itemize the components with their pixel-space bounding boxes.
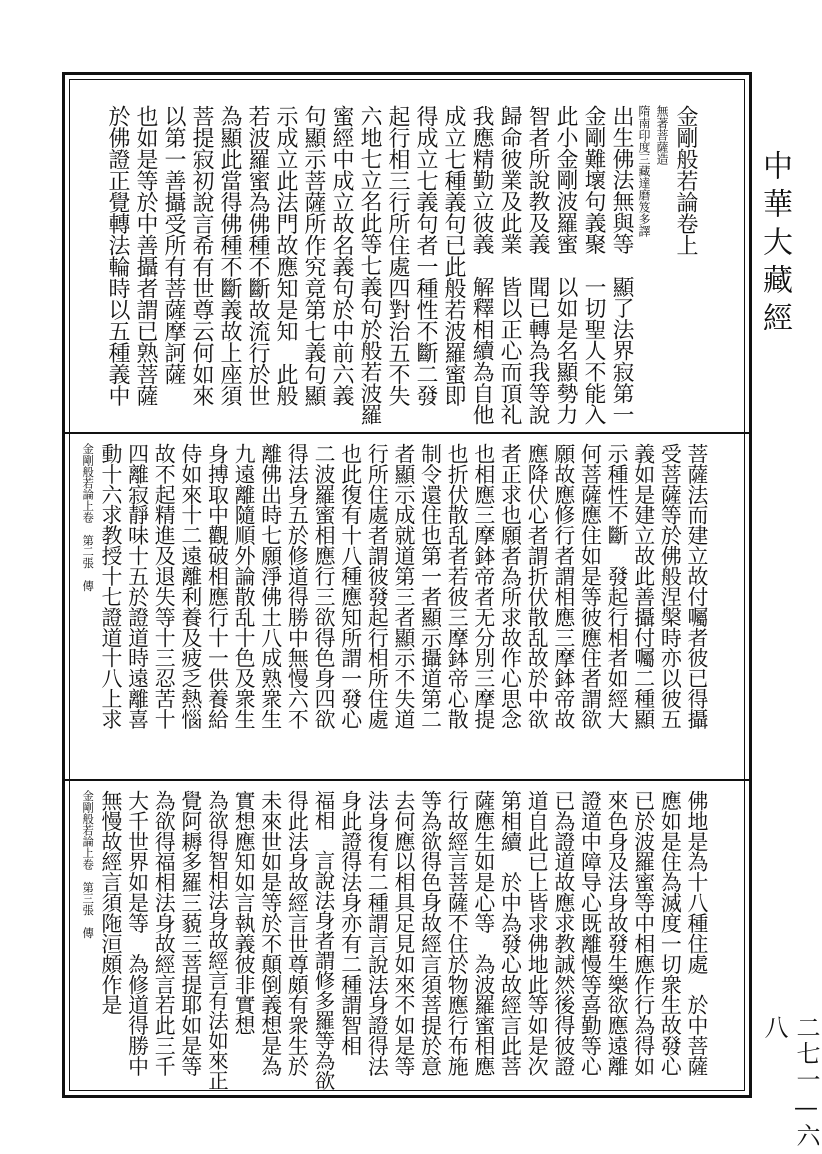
- text-column: 二波羅蜜相應行三欲得色身四欲: [311, 443, 336, 730]
- text-column: 為顯此當得佛種不斷義故上座須: [217, 105, 242, 406]
- text-column: 六地七立名此等七義句於般若波羅: [357, 105, 382, 425]
- text-column: 離佛出時七願淨佛土八成熟衆生: [257, 443, 282, 730]
- section-divider-1: [65, 432, 749, 434]
- text-column: 福相 言說法身者謂修多羅等為欲: [311, 790, 336, 1090]
- text-column: 第相續 於中為發心故經言此菩: [497, 790, 522, 1077]
- section-divider-2: [65, 779, 749, 781]
- annotation-column: 無著菩薩造: [655, 105, 669, 165]
- text-column: 願故應修行者謂相應三摩鉢帝故: [550, 443, 575, 730]
- page-number: 二七一—六八: [760, 1015, 820, 1149]
- text-column: 以第一善攝受所有菩薩摩訶薩: [161, 105, 186, 385]
- text-column: 證道中障导心既離慢等喜勤等心: [577, 790, 602, 1077]
- text-column: 為欲得智相法身故經言有法如來正: [204, 790, 229, 1090]
- text-column: 應降伏心者謂折伏散乱故於中欲: [524, 443, 549, 730]
- annotation-column: 隋南印度三藏達磨笈多譯: [637, 105, 651, 237]
- text-column: 故不起精進及退失等十三忍苦十: [151, 443, 176, 730]
- text-column: 已為證道故應求教誠然後得彼證: [550, 790, 575, 1077]
- text-column: 身搏取中觀破相應行十一供養給: [204, 443, 229, 730]
- text-column: 成立七種義句已此般若波羅蜜即: [441, 105, 466, 406]
- text-column: 金剛難壞句義聚 一切聖人不能入: [581, 105, 606, 425]
- text-column: 句顯示菩薩所作究竟第七義句顯: [301, 105, 326, 406]
- text-column: 四離寂靜味十五於證道時遠離喜: [124, 443, 149, 730]
- text-column: 出生佛法無與等 顯了法界寂第一: [609, 105, 634, 425]
- text-column: 若波羅蜜為佛種不斷故流行於世: [245, 105, 270, 406]
- annotation-column: 金剛般若論上卷 第二張 傳: [81, 443, 96, 592]
- text-column: 應如是住為滅度一切衆生故發心: [657, 790, 682, 1077]
- text-column: 動十六求教授十七證道十八上求: [97, 443, 122, 730]
- text-column: 得法身五於修道得勝中無慢六不: [284, 443, 309, 730]
- text-column: 行所住處者謂彼發起行相所住處: [364, 443, 389, 730]
- page-frame: [62, 72, 752, 1098]
- text-column: 未來世如是等於不顛倒義想是為: [257, 790, 282, 1077]
- text-column: 侍如來十二遠離利養及疲乏熱惱: [177, 443, 202, 730]
- text-column: 得成立七義句者一種性不斷二發: [413, 105, 438, 406]
- text-column: 何菩薩應住如是等彼應住者謂欲: [577, 443, 602, 730]
- text-column: 也相應三摩鉢帝者无分別三摩提: [470, 443, 495, 730]
- text-column: 佛地是為十八種住處 於中菩薩: [684, 790, 708, 1077]
- text-column: 大千世界如是等 為修道得勝中: [124, 790, 149, 1077]
- text-column: 法身復有二種謂言說法身證得法: [364, 790, 389, 1077]
- text-column: 此小金剛波羅蜜 以如是名顯勢力: [553, 105, 578, 425]
- text-column: 九遠離隨順外論散乱十色及衆生: [231, 443, 256, 730]
- text-column: 制令還住也第一者顯示攝道第二: [417, 443, 442, 730]
- text-column: 去何應以相具足見如來不如是等: [390, 790, 415, 1077]
- text-column: 也如是等於中善攝者謂已熟菩薩: [133, 105, 158, 406]
- text-column: 蜜經中成立故名義句於中前六義: [329, 105, 354, 406]
- text-column: 起行相三行所住處四對治五不失: [385, 105, 410, 406]
- text-column: 為欲得福相法身故經言若此三千: [151, 790, 176, 1077]
- text-column: 於佛證正覺轉法輪時以五種義中: [105, 105, 130, 406]
- text-column: 者正求也願者為所求故作心思念: [497, 443, 522, 730]
- text-column: 示種性不斷 發起行相者如經大: [604, 443, 629, 730]
- text-column: 來色身及法身故發生樂欲應遠離: [604, 790, 629, 1077]
- text-column: 無慢故經言須陁洹頗作是: [97, 790, 122, 1015]
- text-column: 受菩薩等於佛般涅槃時亦以彼五: [657, 443, 682, 730]
- text-column: 智者所說教及義 聞已轉為我等說: [525, 105, 550, 425]
- text-column: 者顯示成就道第三者顯示不失道: [390, 443, 415, 730]
- text-column: 示成立此法門故應知是知 此般: [273, 105, 298, 406]
- text-section-1: [79, 105, 699, 425]
- text-column: 歸命彼業及此業 皆以正心而頂礼: [497, 105, 522, 425]
- text-column: 行故經言菩薩不住於物應行布施: [444, 790, 469, 1077]
- text-column: 等為欲得色身故經言須菩提於意: [417, 790, 442, 1077]
- text-column: 身此證得法身亦有二種謂智相: [337, 790, 362, 1056]
- text-column: 義如是建立故此善攝付囑二種顯: [630, 443, 655, 730]
- text-column: 也折伏散乱者若彼三摩鉢帝心散: [444, 443, 469, 730]
- text-column: 也此復有十八種應知所謂一發心: [337, 443, 362, 730]
- text-column: 實想應知如言執義彼非實想: [231, 790, 256, 1036]
- text-section-2: [79, 443, 709, 773]
- text-column: 我應精勤立彼義 解釋相續為自他: [469, 105, 494, 425]
- text-section-3: [79, 790, 709, 1090]
- collection-title: 中華大藏經: [757, 150, 792, 340]
- text-column: 菩提寂初說言希有世尊云何如來: [189, 105, 214, 406]
- text-column: 已於波羅蜜等中相應作行為得如: [630, 790, 655, 1077]
- text-column: 得此法身故經言世尊頗有衆生於: [284, 790, 309, 1077]
- annotation-column: 金剛般若論上卷 第三張 傳: [81, 790, 96, 939]
- text-column: 薩應生如是心等 為波羅蜜相應: [470, 790, 495, 1077]
- text-column: 覺阿耨多羅三藐三菩提耶如是等: [177, 790, 202, 1077]
- text-column: 菩薩法而建立故付囑者彼已得攝: [684, 443, 708, 730]
- scroll-title: 金剛般若論卷上: [673, 105, 698, 256]
- text-column: 道自此已上皆求佛地此等如是次: [524, 790, 549, 1077]
